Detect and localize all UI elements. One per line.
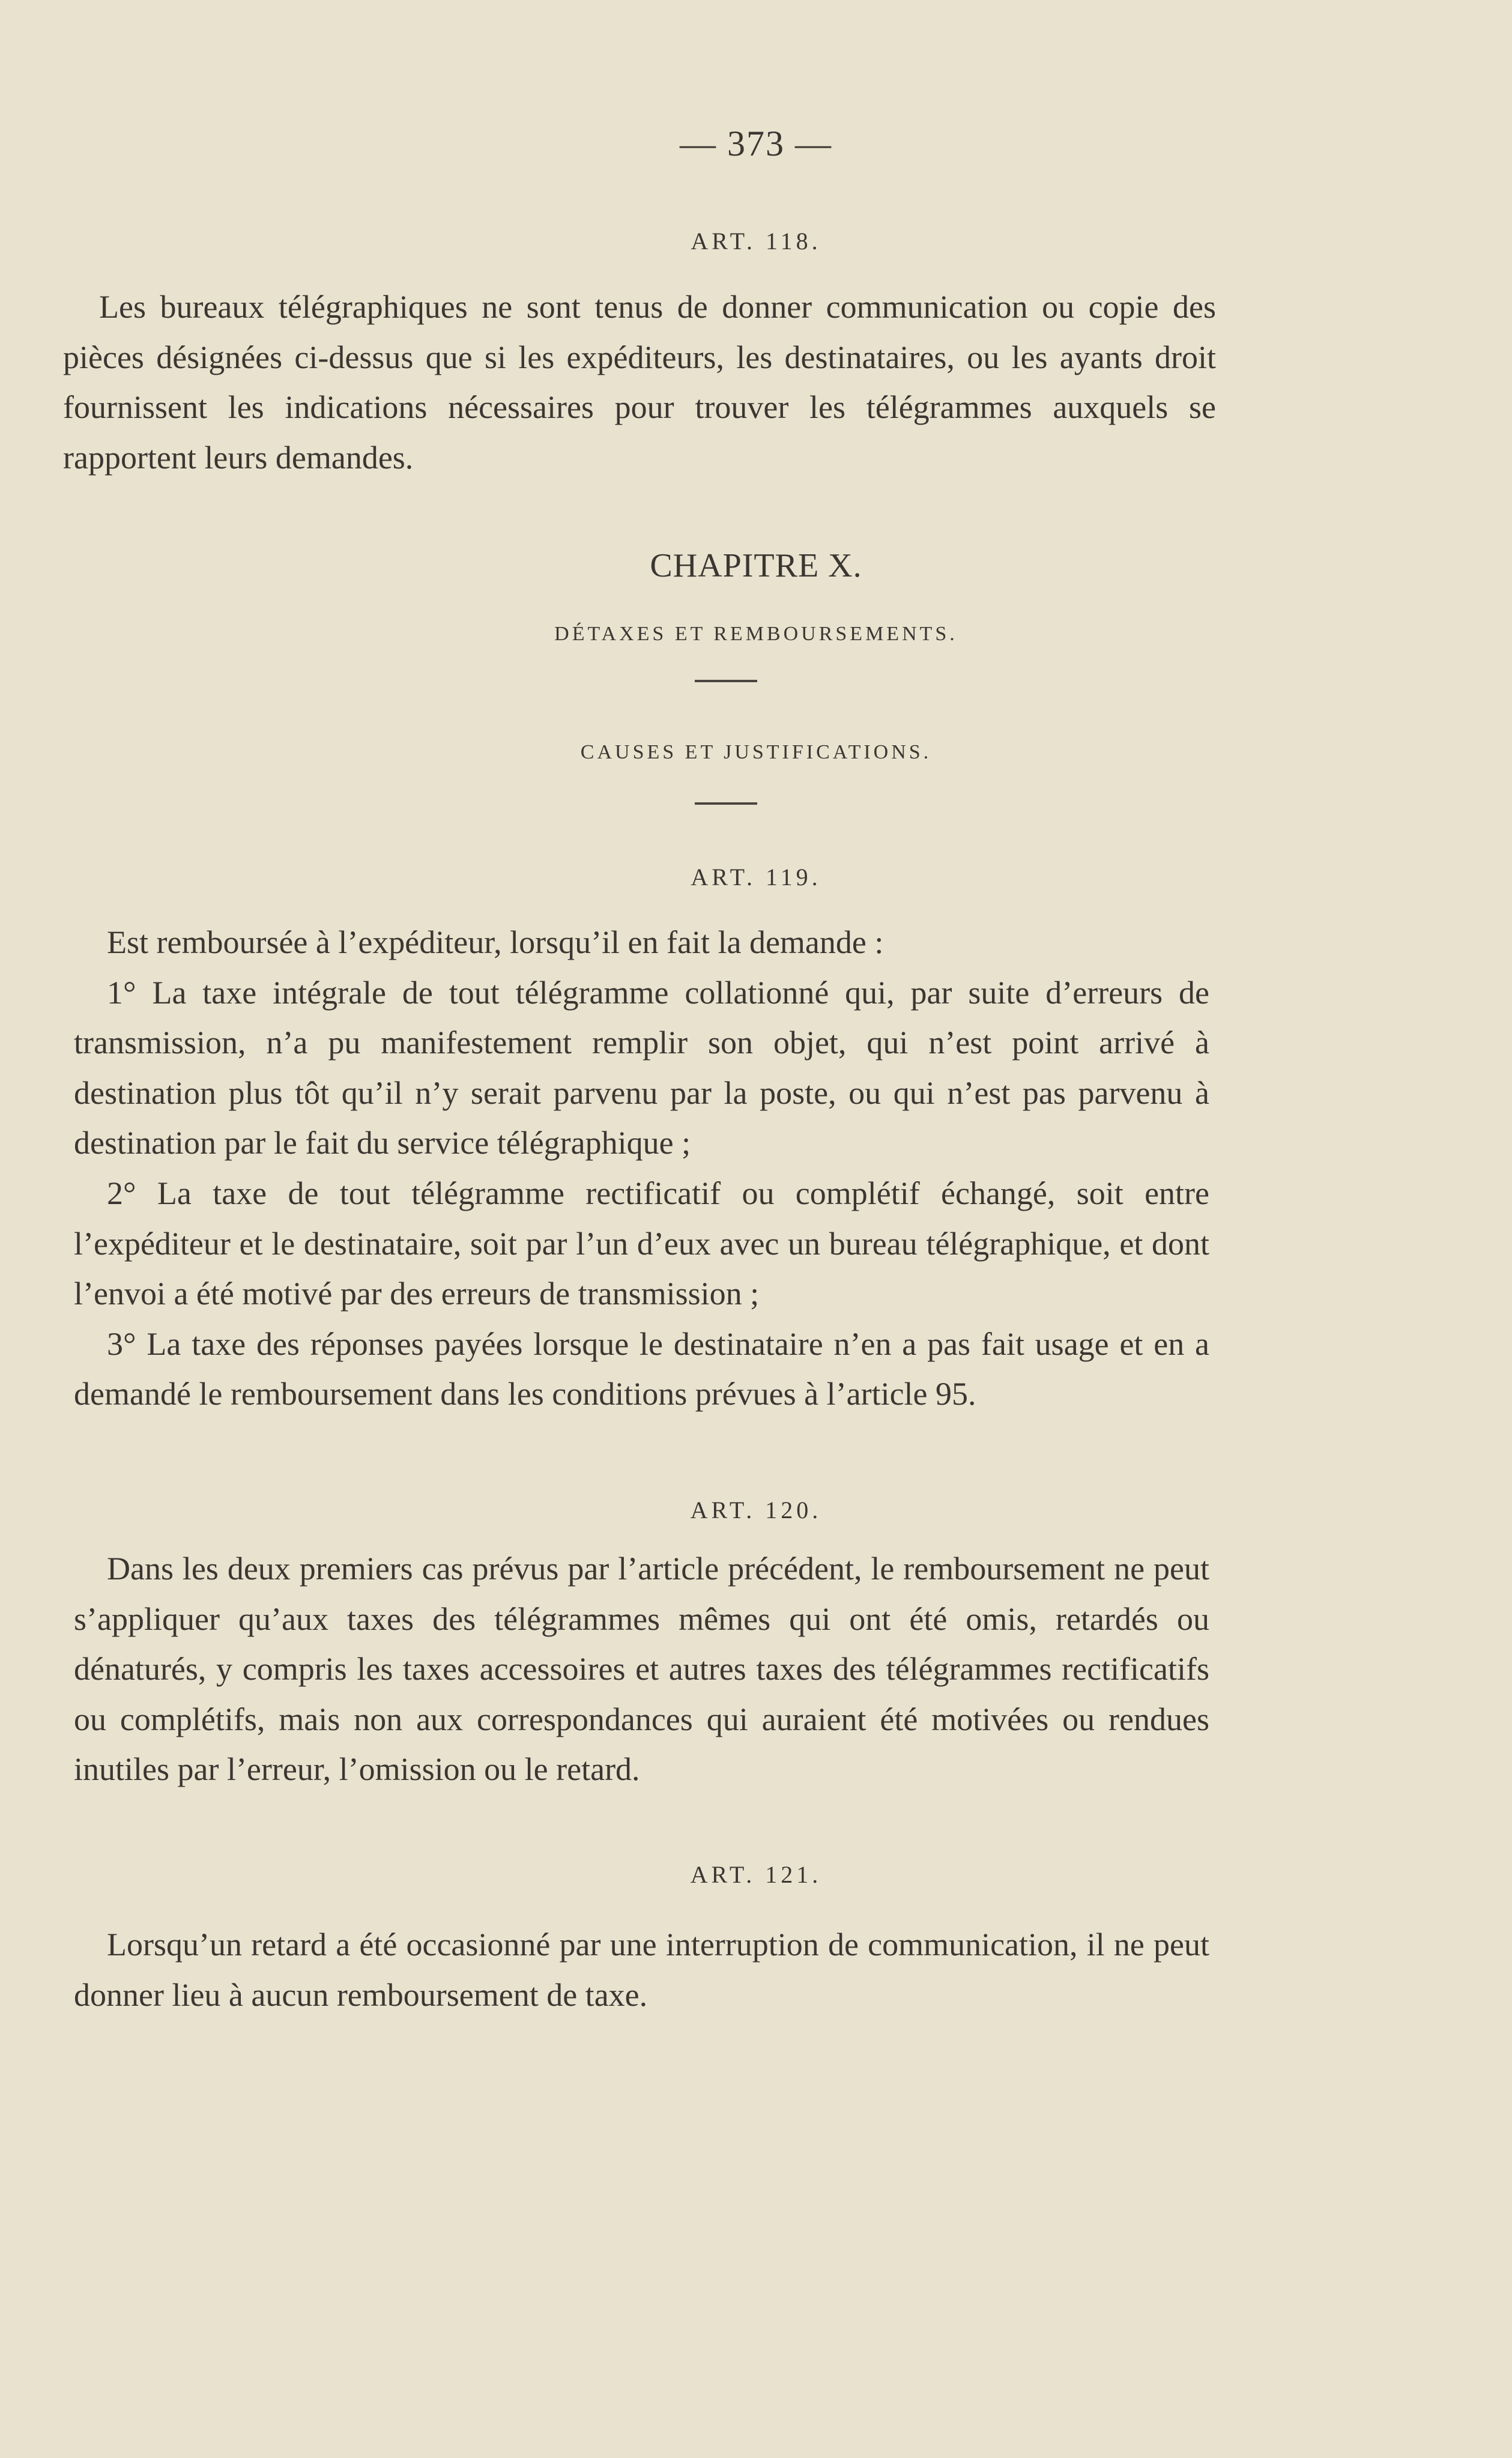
chapter-subtitle: DÉTAXES ET REMBOURSEMENTS.: [554, 623, 958, 645]
page-number: — 373 —: [680, 124, 832, 163]
chapter-title: CHAPITRE X.: [650, 547, 862, 584]
article-121-text: Lorsqu’un retard a été occasionné par une interruption de communication, il ne peut donner lieu à aucun remboursement de taxe.: [74, 1927, 1209, 2013]
divider-rule: [695, 680, 757, 682]
article-120-text: Dans les deux premiers cas prévus par l’article précédent, le remboursement ne peut s’appliquer qu’aux taxes des télégrammes mêmes qui ont été omis, retardés ou dénaturés, y compris les taxes accessoires et autres taxes des télégrammes rectificatifs ou complétifs, mais non aux correspondances qui auraient été motivées ou rendues inutiles par l’erreur, l’omission ou le retard.: [74, 1551, 1209, 1788]
divider-rule: [695, 802, 757, 805]
article-120-heading: ART. 120.: [690, 1497, 822, 1524]
article-119-body: [74, 918, 1209, 1420]
article-121-heading: ART. 121.: [690, 1861, 822, 1888]
article-118-heading: ART. 118.: [691, 228, 821, 255]
article-119-item-2: 2° La taxe de tout télégramme rectificatif ou complétif échangé, soit entre l’expéditeur et le destinataire, soit par l’un d’eux avec un bureau télégraphique, et dont l’envoi a été motivé par des erreurs de transmission ;: [74, 1175, 1209, 1312]
article-119-item-3: 3° La taxe des réponses payées lorsque le destinataire n’en a pas fait usage et en a demandé le remboursement dans les conditions prévues à l’article 95.: [74, 1325, 1209, 1412]
section-title: CAUSES ET JUSTIFICATIONS.: [580, 741, 932, 763]
article-119-intro: Est remboursée à l’expéditeur, lorsqu’il en fait la demande :: [107, 924, 884, 960]
article-119-item-1: 1° La taxe intégrale de tout télégramme collationné qui, par suite d’erreurs de transmission, n’a pu manifestement remplir son objet, qui n’est point arrivé à destination plus tôt qu’il n’y serait parvenu par la poste, ou qui n’est pas parvenu à destination par le fait du service télégraphique ;: [74, 974, 1209, 1161]
article-119-heading: ART. 119.: [691, 864, 821, 891]
article-118-text: Les bureaux télégraphiques ne sont tenus de donner communication ou copie des pièces désignées ci-dessus que si les expéditeurs, les destinataires, ou les ayants droit fournissent les indications nécessaires pour trouver les télégrammes auxquels se rapportent leurs demandes.: [63, 289, 1216, 476]
